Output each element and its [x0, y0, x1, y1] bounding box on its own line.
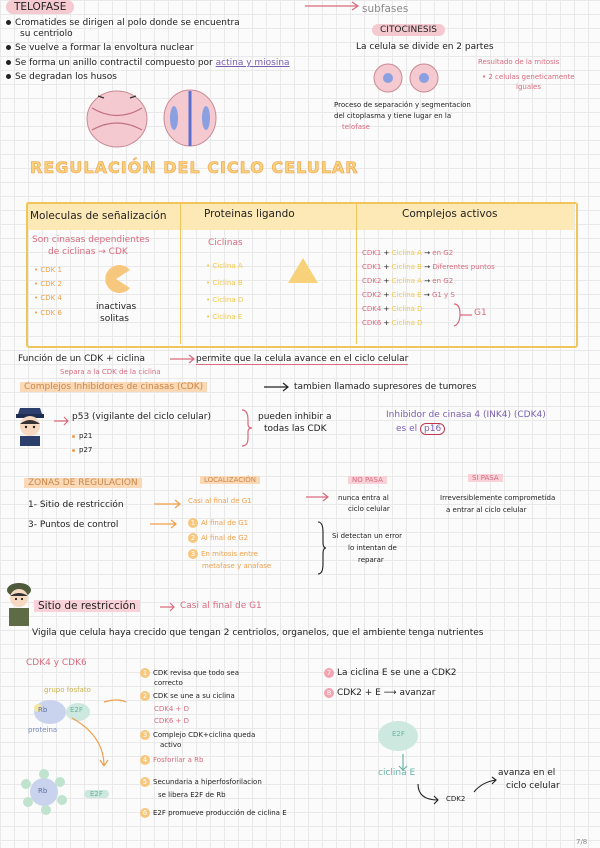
detectan-brace [316, 520, 328, 576]
step-6: 6 E2F promueve producción de ciclina E [140, 808, 287, 818]
sitio-title: Sitio de restricción [34, 600, 140, 612]
zona-item-2-loc-2: 2 Al final de G2 [188, 533, 248, 543]
p53-label: p53 (vigilante del ciclo celular) [72, 412, 212, 422]
step-5b: se libera E2F de Rb [158, 791, 226, 799]
grupo-fosfato-label: grupo fosfato [44, 686, 91, 694]
telofase-bullet-1b: su centriolo [20, 29, 73, 39]
complejo-row-4: CDK2 + Ciclina E → G1 y S [362, 291, 455, 299]
avanza-line-1: avanza en el [498, 768, 556, 778]
cdk-pacman-icon [100, 264, 132, 294]
complejo-row-6: CDK6 + Ciclina D [362, 319, 423, 327]
ciclina-e-arrow [414, 782, 444, 810]
funcion-result: permite que la celula avance en el ciclo celular [196, 354, 409, 364]
complejo-row-2: CDK1 + Ciclina B → Diferentes puntos [362, 263, 495, 271]
soldier-avatar-icon [2, 580, 36, 630]
telofase-title: TELOFASE [6, 0, 74, 14]
subfases-label: subfases [362, 3, 409, 15]
detectan-line-3: reparar [358, 556, 384, 564]
sitio-arrow [158, 600, 180, 614]
step-2: 2 CDK se une a su ciclina [140, 691, 235, 701]
col1-desc-2: de ciclinas → CDK [48, 247, 128, 257]
cdk-list-4: • CDK 6 [34, 309, 62, 317]
ciclina-list-1: • Ciclina A [206, 262, 243, 270]
zona-item-2: 3- Puntos de control [28, 520, 119, 530]
cki-alias: tambien llamado supresores de tumores [294, 382, 477, 392]
localizacion-title: LOCALIZACIÓN [200, 476, 260, 484]
citocinesis-title: CITOCINESIS [372, 24, 445, 36]
rb-label-1: Rb [38, 706, 48, 714]
citocinesis-text: La celula se divide en 2 partes [356, 42, 494, 52]
e2f-label-1: E2F [70, 706, 83, 714]
sitio-loc: Casi al final de G1 [180, 601, 262, 611]
zona-item-2-arrow [148, 517, 182, 531]
ciclina-triangle-icon [286, 256, 320, 286]
no-pasa-line-1: nunca entra al [338, 494, 389, 502]
zona-item-2-loc-3: 3 En mitosis entre [188, 549, 258, 559]
proteina-label: proteina [28, 726, 58, 734]
step-5: 5 Secundaria a hiperfosforilacion [140, 777, 262, 787]
ciclina-list-4: • Ciclina E [206, 313, 243, 321]
zona-item-2-loc-4: metafase y anafase [202, 562, 272, 570]
resultado-item-2: iguales [516, 83, 542, 91]
ciclina-e-label: ciclina E [378, 768, 416, 778]
p21-label: p21 [72, 432, 92, 440]
zonas-title: ZONAS DE REGULACION [24, 478, 142, 488]
cell-contractile-ring-illustration [160, 86, 220, 148]
step-2b: CDK4 + D [154, 705, 190, 713]
zona-item-1-arrow [152, 497, 186, 511]
complejo-row-5: CDK4 + Ciclina D [362, 305, 423, 313]
cdk2-label: CDK2 [446, 795, 466, 803]
step-2c: CDK6 + D [154, 717, 190, 725]
zona-item-1: 1- Sitio de restricción [28, 500, 124, 510]
p53-arrow [52, 414, 72, 428]
step-7: 7 La ciclina E se une a CDK2 [324, 668, 457, 678]
ciclina-list-2: • Ciclina B [206, 279, 243, 287]
funcion-text: Función de un CDK + ciclina [18, 354, 145, 364]
no-pasa-arrow [304, 490, 334, 504]
solitas-label: solitas [100, 314, 129, 324]
pueden-line-2: todas las CDK [264, 424, 327, 434]
resultado-item: • 2 celulas geneticamente [482, 73, 575, 81]
cdk-list-1: • CDK 1 [34, 266, 62, 274]
pueden-line-1: pueden inhibir a [258, 412, 332, 422]
step-1b: correcto [154, 679, 183, 687]
ciclinas-title: Ciclinas [208, 238, 243, 248]
telofase-bullet-3: Se forma un anillo contractil compuesto por actina y miosina [6, 58, 290, 68]
regulacion-title: REGULACIÓN DEL CICLO CELULAR [30, 158, 359, 177]
funcion-arrow [168, 352, 198, 366]
cdk46-title: CDK4 y CDK6 [26, 658, 87, 668]
cdk-list-3: • CDK 4 [34, 294, 62, 302]
cell-telofase-illustration [84, 88, 154, 150]
cdk-list-2: • CDK 2 [34, 280, 62, 288]
complejo-row-3: CDK2 + Ciclina A → en G2 [362, 277, 454, 285]
cki-brace [240, 408, 254, 448]
step-4: 4 Fosforilar a Rb [140, 755, 203, 765]
rb-label-2: Rb [38, 787, 48, 795]
proceso-line-3: telofase [342, 123, 370, 131]
table-divider-1 [180, 202, 181, 344]
detectan-line-2: lo intentan de [348, 544, 397, 552]
inactivas-label: inactivas [96, 302, 137, 312]
g1-label: G1 [474, 308, 487, 318]
inhibidor-line-2: es el p16 [396, 424, 445, 434]
no-pasa-line-2: ciclo celular [348, 505, 390, 513]
cki-title: Complejos Inhibidores de cinasas (CDK) [20, 382, 207, 392]
proceso-line-1: Proceso de separación y segmentacion [334, 101, 471, 109]
page-number: 7/8 [576, 838, 588, 846]
inhibidor-line-1: Inhibidor de cinasa 4 (INK4) (CDK4) [386, 410, 546, 420]
si-pasa-line-2: a entrar al ciclo celular [446, 506, 527, 514]
col2-header: Proteinas ligando [204, 208, 295, 220]
telofase-bullet-2: Se vuelve a formar la envoltura nuclear [6, 43, 194, 53]
col3-header: Complejos activos [402, 208, 498, 220]
cki-arrow [262, 380, 292, 394]
ciclina-list-3: • Ciclina D [206, 296, 244, 304]
police-avatar-icon [10, 404, 50, 448]
step-3b: activo [160, 741, 182, 749]
detectan-line-1: Si detectan un error [332, 532, 403, 540]
p27-label: p27 [72, 446, 92, 454]
e2f-label-3: E2F [392, 730, 405, 738]
proceso-line-2: del citoplasma y tiene lugar en la [334, 112, 452, 120]
telofase-bullet-4: Se degradan los husos [6, 72, 117, 82]
sitio-desc: Vigila que celula haya crecido que tengan 2 centriolos, organelos, que el ambiente tenga nutrientes [32, 628, 484, 638]
resultado-title: Resultado de la mitosis [478, 58, 560, 66]
e2f-label-2: E2F [84, 790, 109, 798]
step-8: 8 CDK2 + E ⟶ avanzar [324, 688, 435, 698]
si-pasa-line-1: Irreversiblemente comprometida [440, 494, 556, 502]
avanza-line-2: ciclo celular [506, 781, 560, 791]
step-1: 1 CDK revisa que todo sea [140, 668, 239, 678]
zona-item-1-loc: Casi al final de G1 [188, 497, 252, 505]
col1-desc-1: Son cinasas dependientes [32, 235, 150, 245]
divided-cells-illustration [370, 60, 450, 96]
si-pasa-title: SI PASA [468, 474, 503, 482]
no-pasa-title: NO PASA [348, 476, 387, 484]
step-3: 3 Complejo CDK+ciclina queda [140, 730, 255, 740]
telofase-bullet-1: Cromatides se dirigen al polo donde se encuentra [6, 18, 240, 28]
complejo-row-1: CDK1 + Ciclina A → en G2 [362, 249, 454, 257]
col1-header: Moleculas de señalización [30, 210, 167, 222]
table-divider-2 [356, 202, 357, 344]
cdk2-arrow [472, 776, 502, 796]
zona-item-2-loc-1: 1 Al final de G1 [188, 518, 248, 528]
cycle-arrows [64, 716, 124, 786]
funcion-note: Separa a la CDK de la ciclina [60, 368, 161, 376]
